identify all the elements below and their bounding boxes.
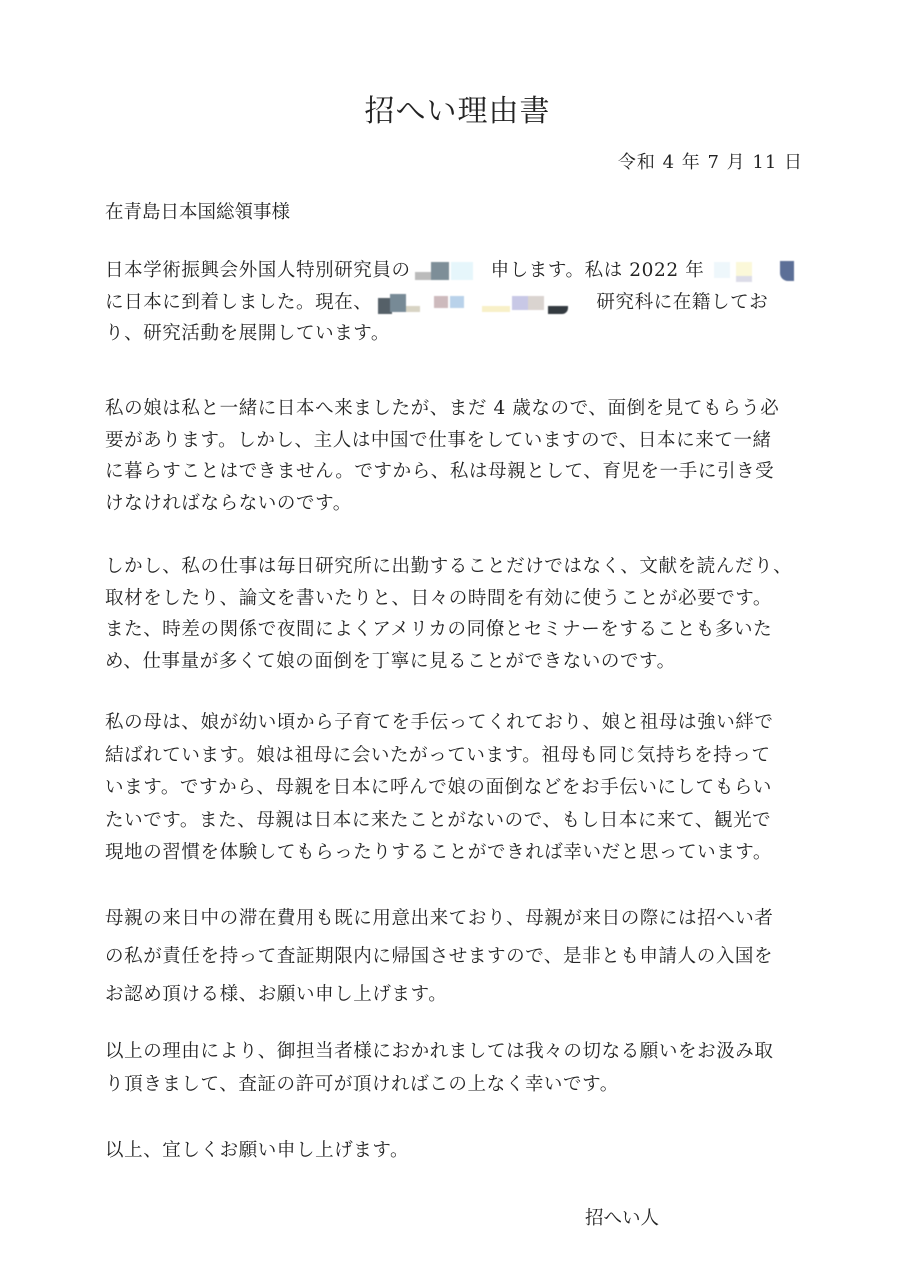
paragraph-line: の私が責任を持って査証期限内に帰国させますので、是非とも申請人の入国を <box>105 946 774 967</box>
paragraph-line: また、時差の関係で夜間によくアメリカの同僚とセミナーをすることも多いた <box>105 619 773 640</box>
paragraph-mother <box>105 707 825 870</box>
signature-label: 招へい人 <box>585 1208 660 1229</box>
paragraph-expenses <box>105 900 825 1014</box>
paragraph-line: 母親の来日中の滞在費用も既に用意出来ており、母親が来日の際には招へい者 <box>105 908 774 929</box>
paragraph-request <box>105 1035 825 1101</box>
paragraph-daughter <box>105 393 825 519</box>
redacted-name <box>411 260 491 282</box>
paragraph-work <box>105 551 825 677</box>
document-date: 令和 4 年 7 月 11 日 <box>617 152 803 173</box>
paragraph-line: め、仕事量が多くて娘の面倒を丁寧に見ることができないのです。 <box>105 650 676 672</box>
paragraph-line: り頂きまして、査証の許可が頂ければこの上なく幸いです。 <box>105 1074 619 1095</box>
text: 日本学術振興会外国人特別研究員の <box>105 260 411 281</box>
paragraph-intro <box>105 255 825 350</box>
text: 申します。私は 2022 年 <box>490 260 705 281</box>
paragraph-line: います。ですから、母親を日本に呼んで娘の面倒などをお手伝いにしてもらい <box>105 777 773 798</box>
document-title: 招へい理由書 <box>364 94 551 129</box>
paragraph-line: しかし、私の仕事は毎日研究所に出勤することだけではなく、文献を読んだり、 <box>105 556 793 577</box>
paragraph-closing <box>105 1135 825 1167</box>
paragraph-line: 取材をしたり、論文を書いたりと、日々の時間を有効に使うことが必要です。 <box>105 587 773 609</box>
paragraph-line: お認め頂ける様、お願い申し上げます。 <box>105 984 448 1005</box>
redacted-affiliation <box>372 292 596 314</box>
paragraph-line: 私の母は、娘が幼い頃から子育てを手伝ってくれており、娘と祖母は強い絆で <box>105 712 774 733</box>
text: に日本に到着しました。現在、 <box>105 291 373 313</box>
paragraph-line: 要があります。しかし、主人は中国で仕事をしていますので、日本に来て一緒 <box>105 429 772 451</box>
paragraph-line: たいです。また、母親は日本に来たことがないので、もし日本に来て、観光で <box>105 809 772 831</box>
paragraph-line: 私の娘は私と一緒に日本へ来ましたが、まだ 4 歳なので、面倒を見てもらう必 <box>105 398 780 419</box>
paragraph-line <box>105 255 825 287</box>
paragraph-line: り、研究活動を展開しています。 <box>105 323 391 344</box>
addressee: 在青島日本国総領事様 <box>105 202 291 223</box>
paragraph-line: に暮らすことはできません。ですから、私は母親として、育児を一手に引き受 <box>105 461 775 482</box>
redacted-date <box>704 260 796 282</box>
paragraph-line: 現地の習慣を体験してもらったりすることができれば幸いだと思っています。 <box>105 842 773 863</box>
paragraph-line: 以上、宜しくお願い申し上げます。 <box>105 1140 410 1161</box>
paragraph-line: 以上の理由により、御担当者様におかれましては我々の切なる願いをお汲み取 <box>105 1041 774 1062</box>
paragraph-line: 結ばれています。娘は祖母に会いたがっています。祖母も同じ気持ちを持って <box>105 744 771 766</box>
paragraph-line: けなければならないのです。 <box>105 492 352 514</box>
paragraph-line <box>105 287 825 319</box>
text: 研究科に在籍してお <box>596 291 769 313</box>
